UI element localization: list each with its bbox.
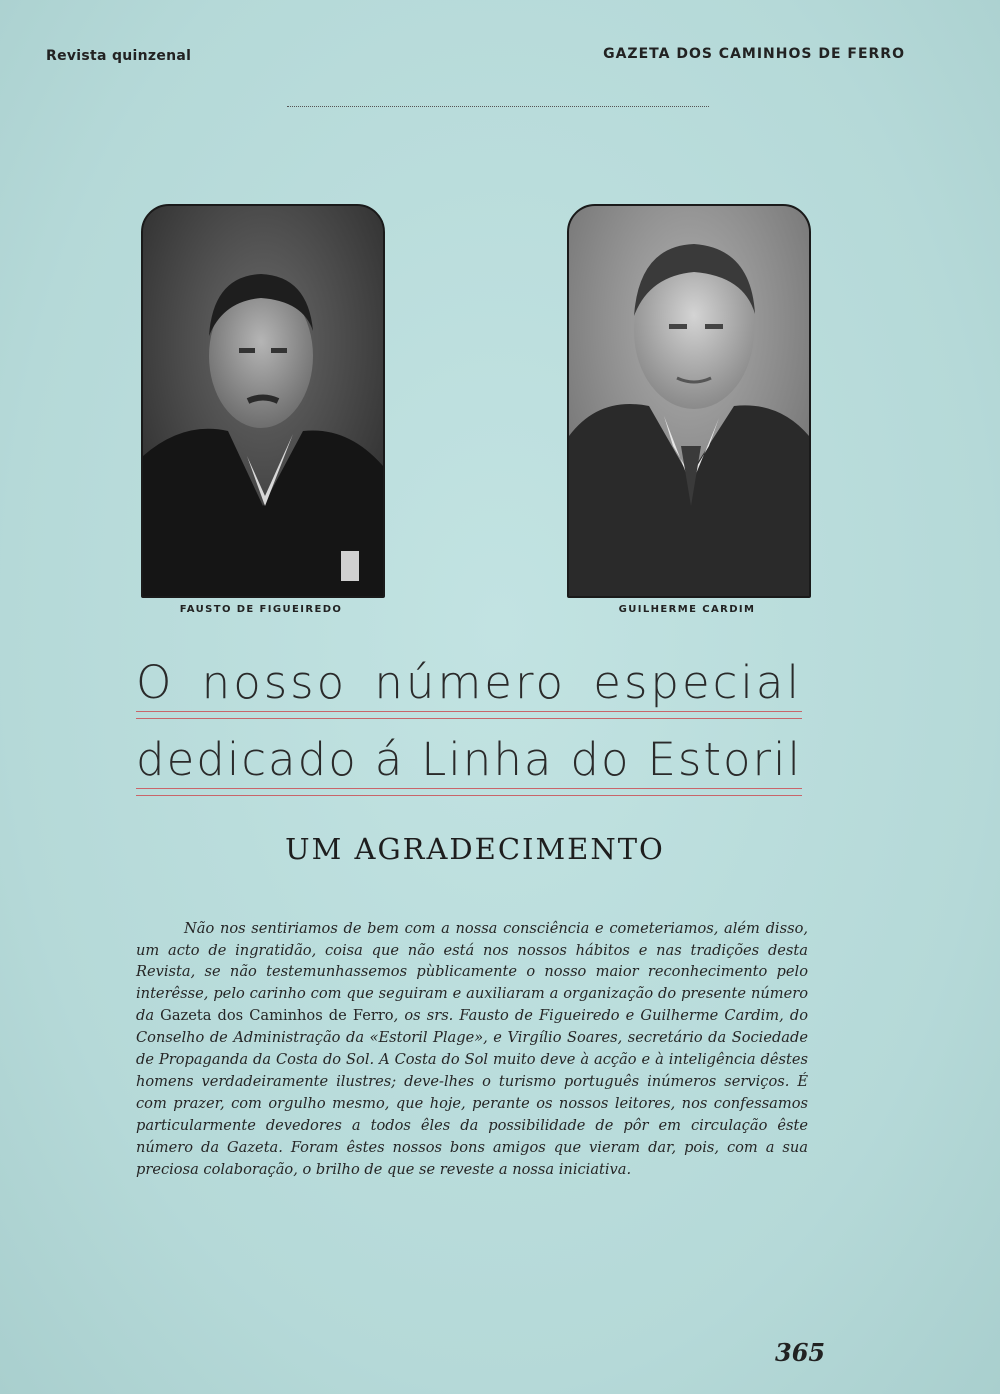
body-text-part-1: Não nos sentiriamos de bem com a nossa consciência e cometeriamos, além disso, um acto de ingratidão, coisa que não está nos nossos hábitos e nas tradições desta Revista, se não testemunhassemos pùblicamente o nosso maior reconhecimento pelo interêsse, pelo carinho com que seguiram e auxiliaram a organização do presente número da <box>136 919 808 1025</box>
top-dotted-rule <box>287 106 709 107</box>
body-text-part-2: , os srs. Fausto de Figueiredo e Guilherme Cardim, do Conselho de Administração da «Estoril Plage», e Virgílio Soares, secretário da Sociedade de Propaganda da Costa do Sol. A Costa do Sol muito deve à acção e à inteligência dêstes homens verdadeiramente ilustres; deve-lhes o turismo português inúmeros serviços. É com prazer, com orgulho mesmo, que hoje, perante os nossos leitores, nos confessamos particularmente devedores a todos êles da possibilidade de pôr em circulação êste número da Gazeta. Foram êstes nossos bons amigos que vieram dar, pois, com a sua preciosa colaboração, o brilho de que se reveste a nossa iniciativa. <box>136 1007 808 1178</box>
title-word: número <box>374 656 567 709</box>
portrait-photo-2 <box>567 204 811 598</box>
title-word: O <box>136 656 175 709</box>
title-word: Estoril <box>647 733 802 786</box>
body-paragraph <box>136 918 808 1181</box>
title-line-2 <box>136 733 802 786</box>
header-publication-title: GAZETA DOS CAMINHOS DE FERRO <box>603 46 905 62</box>
header-left: Revista quinzenal <box>46 48 192 64</box>
publication-name: Gazeta dos Caminhos de Ferro <box>160 1007 394 1025</box>
portrait-2-caption: GUILHERME CARDIM <box>618 604 756 615</box>
title-word: dedicado <box>136 733 358 786</box>
title-double-rule-1 <box>136 711 802 719</box>
title-word: Linha <box>421 733 554 786</box>
portrait-2-image <box>569 206 809 596</box>
subheading: UM AGRADECIMENTO <box>285 832 665 866</box>
title-word: do <box>570 733 631 786</box>
portrait-1-image <box>143 206 383 596</box>
title-word: nosso <box>201 656 348 709</box>
title-line-1 <box>136 656 802 709</box>
title-word: á <box>374 733 405 786</box>
page-number: 365 <box>775 1338 826 1367</box>
title-word: especial <box>593 656 802 709</box>
title-double-rule-2 <box>136 788 802 796</box>
portrait-photo-1 <box>141 204 385 598</box>
portrait-1-caption: FAUSTO DE FIGUEIREDO <box>179 604 343 615</box>
